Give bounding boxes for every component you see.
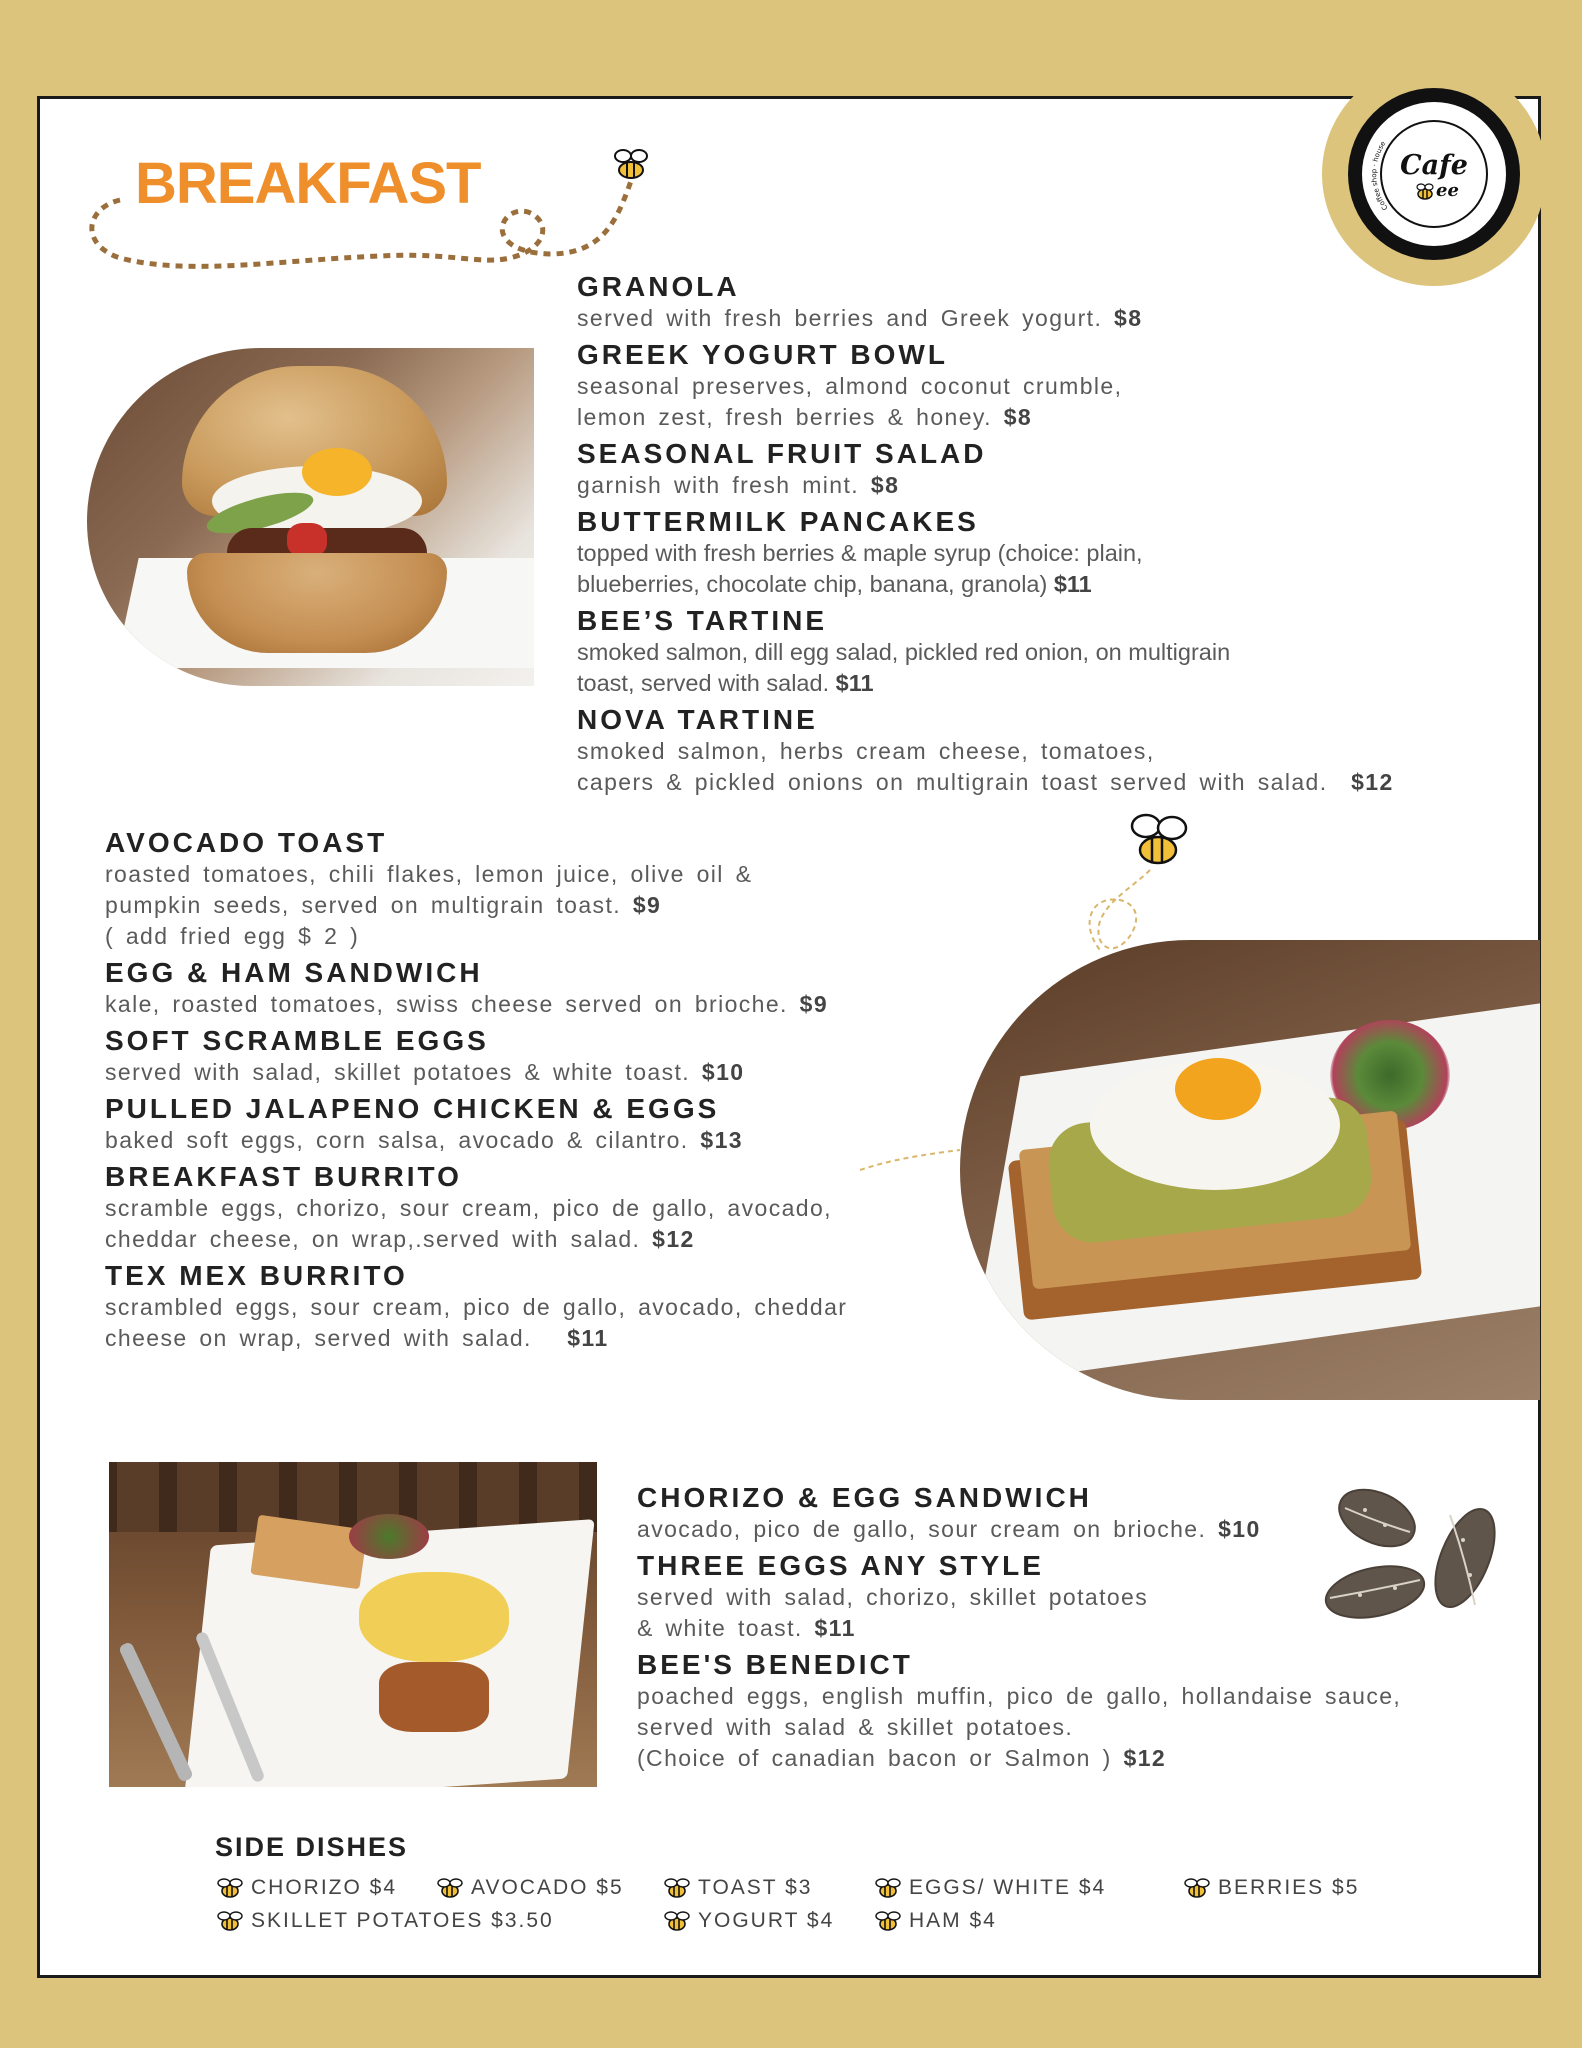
svg-text:Coffee shop · house: Coffee shop · house [1370,139,1390,212]
item-name: EGG & HAM SANDWICH [105,957,483,988]
item-price: $12 [652,1226,695,1252]
menu-item [577,604,1477,699]
menu-section-top [577,270,1477,798]
photo-egg-burger [87,348,534,686]
item-desc: topped with fresh berries & maple syrup (choice: plain, blueberries, chocolate chip, banana, granola) $11 [577,540,1143,597]
logo-ring-text [1348,88,1520,260]
bee-icon [1182,1876,1212,1900]
bee-icon [215,1909,245,1933]
side-item: TOAST $3 [662,1876,812,1900]
item-name: NOVA TARTINE [577,704,818,735]
photo-avocado-toast [960,940,1540,1400]
item-price: $9 [632,892,662,918]
item-desc: garnish with fresh mint. $8 [577,472,900,498]
item-desc: scrambled eggs, sour cream, pico de gallo, avocado, cheddar cheese on wrap, served with salad. $11 [105,1294,848,1351]
item-desc: served with fresh berries and Greek yogurt. $8 [577,305,1143,331]
item-name: CHORIZO & EGG SANDWICH [637,1482,1092,1513]
menu-item [577,270,1477,334]
menu-item [105,1259,965,1354]
item-price: $8 [870,472,900,498]
side-dishes-title: SIDE DISHES [215,1832,409,1862]
item-price: $8 [1003,404,1033,430]
item-price: $11 [835,670,874,696]
side-item: CHORIZO $4 [215,1876,397,1900]
item-name: SEASONAL FRUIT SALAD [577,438,987,469]
item-extra: ( add fried egg $ 2 ) [105,923,360,949]
item-price: $13 [700,1127,743,1153]
item-name: BEE’S TARTINE [577,605,828,636]
item-desc: smoked salmon, herbs cream cheese, tomatoes, capers & pickled onions on multigrain toast served with salad. $12 [577,738,1394,795]
side-item: AVOCADO $5 [435,1876,624,1900]
bee-icon-large [1120,806,1200,872]
item-price: $11 [567,1325,609,1351]
menu-item [105,1024,965,1088]
side-item: BERRIES $5 [1182,1876,1359,1900]
menu-item [105,826,965,952]
item-name: BEE'S BENEDICT [637,1649,913,1680]
item-price: $11 [1053,571,1092,597]
menu-item [105,1092,965,1156]
item-desc: smoked salmon, dill egg salad, pickled red onion, on multigrain toast, served with salad. $11 [577,639,1231,696]
menu-item [105,1160,965,1255]
item-name: GREEK YOGURT BOWL [577,339,948,370]
item-name: GRANOLA [577,271,740,302]
menu-item [577,338,1477,433]
item-name: AVOCADO TOAST [105,827,388,858]
item-price: $12 [1351,769,1394,795]
page-title: BREAKFAST [135,151,481,216]
menu-item [577,437,1477,501]
item-desc: served with salad, chorizo, skillet potatoes & white toast. $11 [637,1584,1149,1641]
item-desc: served with salad, skillet potatoes & white toast. $10 [105,1059,745,1085]
logo-badge [1322,62,1546,286]
item-name: TEX MEX BURRITO [105,1260,408,1291]
item-name: THREE EGGS ANY STYLE [637,1550,1044,1581]
menu-item [577,703,1477,798]
item-desc: scramble eggs, chorizo, sour cream, pico de gallo, avocado, cheddar cheese, on wrap,.served with salad. $12 [105,1195,832,1252]
bee-icon [606,144,656,186]
item-price: $10 [1218,1516,1261,1542]
item-desc: kale, roasted tomatoes, swiss cheese served on brioche. $9 [105,991,829,1017]
side-item: EGGS/ WHITE $4 [873,1876,1106,1900]
photo-eggs-plate [109,1462,597,1787]
item-desc: seasonal preserves, almond coconut crumble, lemon zest, fresh berries & honey. $8 [577,373,1123,430]
bee-trail [80,140,670,290]
logo-script: Cafe [1400,150,1468,181]
bee-icon [215,1876,245,1900]
menu-section-middle [105,826,965,1354]
menu-item [105,956,965,1020]
menu-item [577,505,1477,600]
bee-icon [873,1876,903,1900]
menu-item [637,1648,1497,1774]
side-item: HAM $4 [873,1909,997,1933]
item-desc: baked soft eggs, corn salsa, avocado & cilantro. $13 [105,1127,743,1153]
cardamom-pods-icon [1315,1480,1515,1650]
item-price: $10 [701,1059,745,1085]
item-name: PULLED JALAPENO CHICKEN & EGGS [105,1093,720,1124]
bee-icon [873,1909,903,1933]
bee-icon [662,1876,692,1900]
bee-icon [662,1909,692,1933]
item-price: $11 [814,1615,856,1641]
item-price: $8 [1114,305,1143,331]
side-item: SKILLET POTATOES $3.50 [215,1909,554,1933]
item-desc: avocado, pico de gallo, sour cream on brioche. $10 [637,1516,1261,1542]
item-name: SOFT SCRAMBLE EGGS [105,1025,489,1056]
item-desc: roasted tomatoes, chili flakes, lemon juice, olive oil & pumpkin seeds, served on multigrain toast. $9 ( add fried egg $ 2 ) [105,861,753,949]
item-name: BUTTERMILK PANCAKES [577,506,979,537]
logo-mark: ee [1436,180,1459,201]
item-price: $9 [799,991,829,1017]
item-desc: poached eggs, english muffin, pico de gallo, hollandaise sauce, served with salad & skillet potatoes. (Choice of canadian bacon or Salmon ) $12 [637,1683,1402,1771]
side-item: YOGURT $4 [662,1909,834,1933]
item-name: BREAKFAST BURRITO [105,1161,462,1192]
item-price: $12 [1123,1745,1167,1771]
bee-icon [435,1876,465,1900]
